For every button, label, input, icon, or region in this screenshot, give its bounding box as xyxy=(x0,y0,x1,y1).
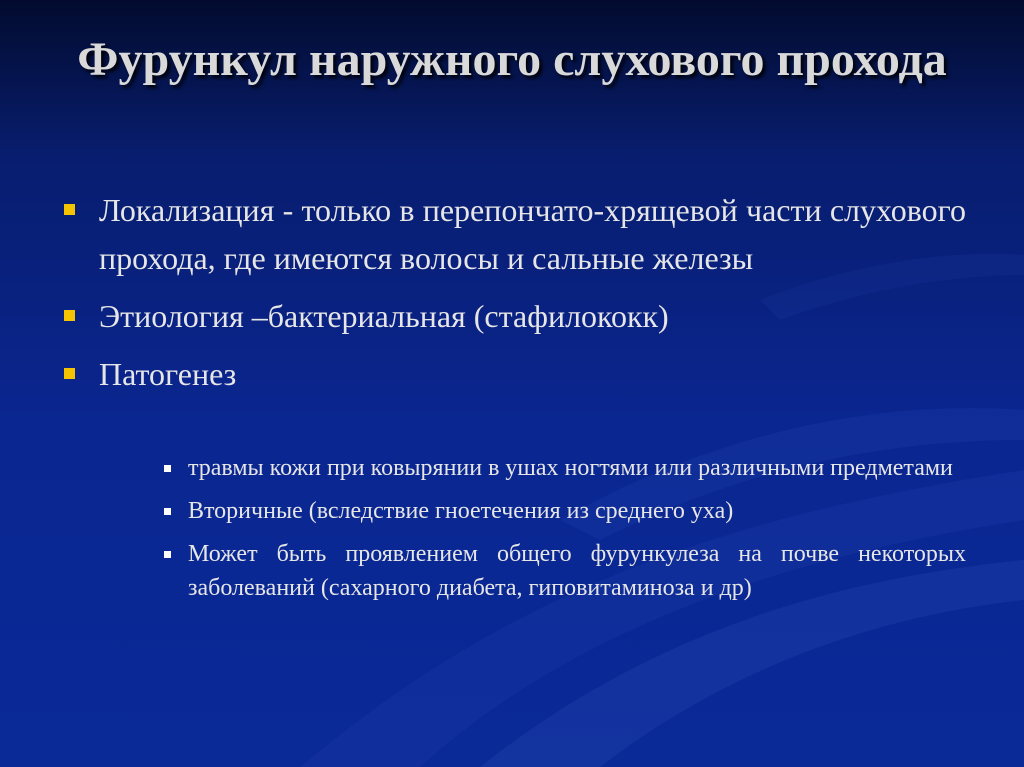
slide-title: Фурункул наружного слухового прохода xyxy=(77,33,947,86)
bullet-localization xyxy=(60,186,966,282)
square-bullet-icon xyxy=(64,368,75,379)
square-bullet-icon xyxy=(64,310,75,321)
sub-bullet-text: травмы кожи при ковырянии в ушах ногтями или различными предметами xyxy=(188,455,953,481)
sub-bullet-furunculosis xyxy=(164,537,966,605)
square-bullet-icon xyxy=(64,204,75,215)
sub-bullet-text: Вторичные (вследствие гноетечения из среднего уха) xyxy=(188,498,734,524)
sub-bullet-trauma xyxy=(164,451,966,485)
bullet-text: Патогенез xyxy=(99,356,237,392)
bullet-list xyxy=(60,186,966,408)
bullet-text: Локализация - только в перепончато-хрящевой части слухового прохода, где имеются волосы и сальные железы xyxy=(99,192,966,276)
small-square-bullet-icon xyxy=(164,508,171,515)
bullet-text: Этиология –бактериальная (стафилококк) xyxy=(99,298,669,334)
sub-bullet-secondary xyxy=(164,494,966,528)
bullet-pathogenesis xyxy=(60,350,966,398)
sub-bullet-text: Может быть проявлением общего фурункулеза на почве некоторых заболеваний (сахарного диабета, гиповитаминоза и др) xyxy=(188,541,966,601)
small-square-bullet-icon xyxy=(164,465,171,472)
bullet-etiology xyxy=(60,292,966,340)
sub-bullet-list xyxy=(164,451,966,614)
small-square-bullet-icon xyxy=(164,551,171,558)
